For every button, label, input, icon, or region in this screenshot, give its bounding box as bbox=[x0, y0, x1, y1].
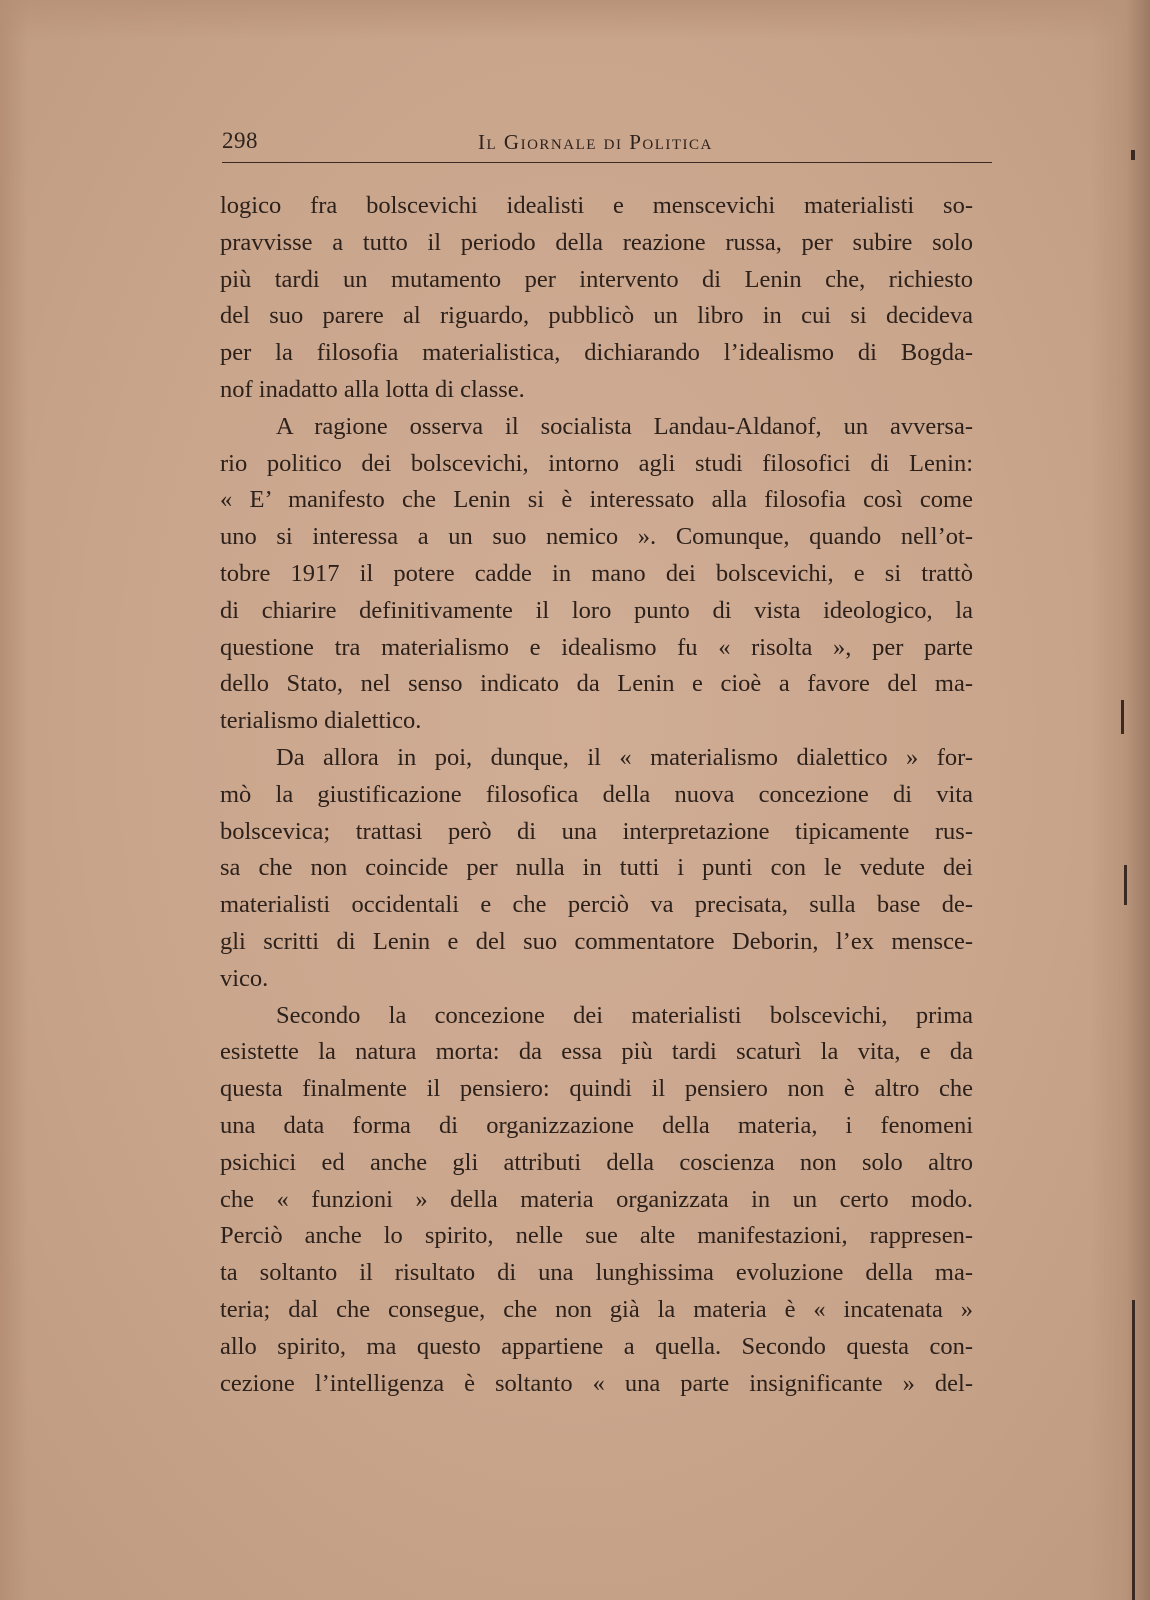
text-line: vico. bbox=[220, 964, 269, 992]
text-line: allo spirito, ma questo appartiene a quella. Secondo questa con- bbox=[220, 1332, 973, 1360]
body-text bbox=[220, 188, 973, 1402]
text-line: rio politico dei bolscevichi, intorno agli studi filosofici di Lenin: bbox=[220, 449, 973, 477]
page-shadow-left bbox=[0, 0, 28, 1600]
text-line: « E’ manifesto che Lenin si è interessato alla filosofia così come bbox=[220, 486, 973, 514]
text-line: che « funzioni » della materia organizzata in un certo modo. bbox=[220, 1185, 973, 1213]
text-line: questione tra materialismo e idealismo fu « risolta », per parte bbox=[220, 633, 973, 661]
text-line: terialismo dialettico. bbox=[220, 707, 422, 735]
binding-mark bbox=[1131, 150, 1135, 160]
page-edge-right bbox=[1090, 0, 1150, 1600]
text-line: Secondo la concezione dei materialisti bolscevichi, prima bbox=[276, 1001, 973, 1029]
text-line: nof inadatto alla lotta di classe. bbox=[220, 375, 525, 403]
text-line: materialisti occidentali e che perciò va precisata, sulla base de- bbox=[220, 891, 973, 919]
text-line: una data forma di organizzazione della materia, i fenomeni bbox=[220, 1111, 973, 1139]
text-line: di chiarire definitivamente il loro punto di vista ideologico, la bbox=[220, 596, 973, 624]
page-number: 298 bbox=[222, 128, 258, 153]
binding-mark bbox=[1121, 700, 1124, 734]
text-line: ta soltanto il risultato di una lunghissima evoluzione della ma- bbox=[220, 1259, 973, 1287]
text-line: del suo parere al riguardo, pubblicò un libro in cui si decideva bbox=[220, 302, 973, 330]
text-line: bolscevica; trattasi però di una interpretazione tipicamente rus- bbox=[220, 817, 973, 845]
text-line: Da allora in poi, dunque, il « materialismo dialettico » for- bbox=[276, 743, 973, 771]
running-header bbox=[222, 128, 992, 163]
text-line: sa che non coincide per nulla in tutti i punti con le vedute dei bbox=[220, 854, 973, 882]
text-line: dello Stato, nel senso indicato da Lenin e cioè a favore del ma- bbox=[220, 670, 973, 698]
text-line: A ragione osserva il socialista Landau-Aldanof, un avversa- bbox=[276, 412, 973, 440]
text-line: tobre 1917 il potere cadde in mano dei bolscevichi, e si trattò bbox=[220, 559, 973, 587]
binding-mark bbox=[1132, 1300, 1135, 1600]
binding-mark bbox=[1124, 865, 1127, 905]
text-line: cezione l’intelligenza è soltanto « una parte insignificante » del- bbox=[220, 1369, 973, 1397]
text-line: per la filosofia materialistica, dichiarando l’idealismo di Bogda- bbox=[220, 339, 973, 367]
text-line: pravvisse a tutto il periodo della reazione russa, per subire solo bbox=[220, 228, 973, 256]
text-line: psichici ed anche gli attributi della coscienza non solo altro bbox=[220, 1148, 973, 1176]
text-line: Perciò anche lo spirito, nelle sue alte manifestazioni, rappresen- bbox=[220, 1222, 973, 1250]
text-line: questa finalmente il pensiero: quindi il pensiero non è altro che bbox=[220, 1075, 973, 1103]
text-line: mò la giustificazione filosofica della nuova concezione di vita bbox=[220, 780, 973, 808]
page-shadow-top bbox=[0, 0, 1150, 40]
running-title: Il Giornale di Politica bbox=[478, 130, 713, 154]
text-line: uno si interessa a un suo nemico ». Comunque, quando nell’ot- bbox=[220, 523, 973, 551]
text-line: più tardi un mutamento per intervento di Lenin che, richiesto bbox=[220, 265, 973, 293]
text-line: teria; dal che consegue, che non già la materia è « incatenata » bbox=[220, 1295, 973, 1323]
text-line: logico fra bolscevichi idealisti e menscevichi materialisti so- bbox=[220, 192, 973, 219]
text-line: esistette la natura morta: da essa più tardi scaturì la vita, e da bbox=[220, 1038, 973, 1066]
text-line: gli scritti di Lenin e del suo commentatore Deborin, l’ex mensce- bbox=[220, 927, 973, 955]
